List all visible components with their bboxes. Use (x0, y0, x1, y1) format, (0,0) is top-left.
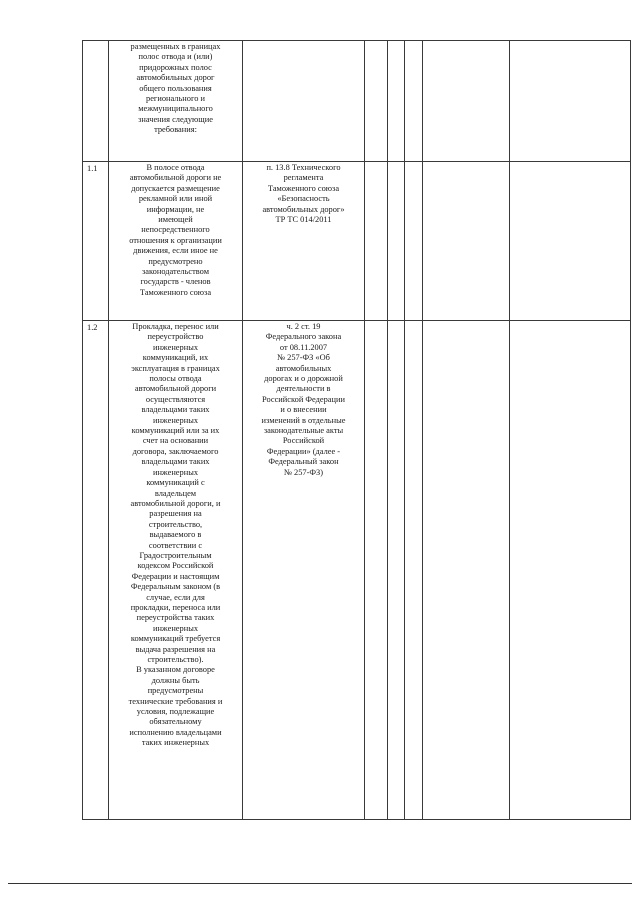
requirements-table (82, 40, 631, 820)
text-line: и о внесении (280, 405, 327, 415)
text-line: допускается размещение (131, 183, 220, 193)
text-line: инженерных (152, 467, 199, 477)
text-line: информации, не (146, 204, 205, 214)
text-line: коммуникаций с (146, 478, 205, 488)
empty-cell (365, 41, 388, 162)
table-row (83, 321, 631, 820)
empty-cell (510, 41, 631, 162)
text-line: п. 13.8 Технического (266, 163, 341, 172)
text-line: В полосе отвода (146, 163, 205, 172)
text-line: исполнению владельцами (129, 727, 222, 737)
empty-cell (388, 162, 405, 321)
text-line: случае, если для (146, 592, 205, 602)
empty-cell (423, 321, 510, 820)
legal-basis-cell (243, 41, 365, 162)
text-line: владельцами таких (141, 405, 210, 415)
text-line: инженерных (152, 415, 199, 425)
text-line: ТР ТС 014/2011 (275, 215, 332, 225)
text-line: соответствии с (148, 540, 203, 550)
text-line: «Безопасность (277, 194, 330, 204)
text-line: требования: (154, 125, 197, 135)
text-line: регламента (283, 173, 324, 183)
requirement-cell (109, 321, 243, 820)
text-line: государств - членов (140, 277, 211, 287)
row-number-cell: 1.1 (83, 162, 109, 321)
text-line: коммуникаций или за их (131, 426, 220, 436)
text-line: инженерных (152, 623, 199, 633)
text-line: предусмотрены (147, 686, 204, 696)
text-line: общего пользования (139, 83, 212, 93)
empty-cell (405, 321, 423, 820)
empty-cell (423, 41, 510, 162)
text-line: рекламной или иной (138, 194, 213, 204)
text-line: Таможенного союза (139, 287, 212, 297)
text-line: размещенных в границах (130, 42, 221, 51)
text-line: Российской (282, 436, 325, 446)
text-line: дорогах и о дорожной (264, 374, 343, 384)
text-line: придорожных полос (139, 62, 212, 72)
text-line: осуществляются (145, 394, 206, 404)
text-line: Федеральным законом (в (130, 582, 221, 592)
empty-cell (388, 321, 405, 820)
text-line: непосредственного (141, 225, 210, 235)
text-line: Градостроительным (139, 550, 212, 560)
empty-cell (510, 162, 631, 321)
text-line: автомобильной дороги, и (130, 498, 221, 508)
text-line: владельцем (154, 488, 197, 498)
empty-cell (365, 321, 388, 820)
text-line: инженерных (152, 342, 199, 352)
text-line: Таможенного союза (267, 183, 340, 193)
text-line: обязательному (149, 717, 202, 727)
text-line: Федерации и настоящим (131, 571, 220, 581)
text-line: законодательством (141, 267, 210, 277)
text-line: регионального и (146, 94, 205, 104)
text-line: таких инженерных (141, 738, 210, 748)
requirement-cell (109, 41, 243, 162)
row-number-cell (83, 41, 109, 162)
text-line: владельцами таких (141, 457, 210, 467)
text-line: автомобильных дорог» (262, 204, 345, 214)
text-line: разрешения на (149, 509, 202, 519)
text-line: имеющей (158, 215, 193, 225)
text-line: № 257-ФЗ «Об (277, 353, 330, 363)
text-line: кодексом Российской (137, 561, 214, 571)
text-line: выдача разрешения на (135, 644, 216, 654)
table-row (83, 41, 631, 162)
footer-rule (8, 883, 632, 884)
text-line: строительство). (147, 655, 204, 664)
text-line: коммуникаций, их (142, 353, 209, 363)
text-line: предусмотрено (148, 256, 203, 266)
text-line: изменений в отдельные (261, 415, 346, 425)
empty-cell (388, 41, 405, 162)
text-line: от 08.11.2007 (279, 342, 328, 352)
empty-cell (510, 321, 631, 820)
text-line: выдаваемого в (149, 530, 202, 540)
text-line: автомобильных (275, 363, 332, 373)
text-line: автомобильной дороги не (129, 173, 222, 183)
text-line: № 257-ФЗ) (283, 467, 324, 477)
row-number-cell: 1.2 (83, 321, 109, 820)
text-line: строительство, (148, 519, 203, 529)
text-line: Федеральный закон (268, 457, 339, 467)
text-line: автомобильных дорог (136, 73, 215, 83)
text-line: движения, если иное не (133, 246, 218, 256)
text-line: Прокладка, перенос или (132, 322, 219, 331)
text-line: В указанном договоре (136, 665, 215, 675)
text-line: полосы отвода (149, 374, 202, 384)
text-line: межмуниципального (138, 104, 213, 114)
legal-basis-cell (243, 321, 365, 820)
legal-basis-cell (243, 162, 365, 321)
text-line: отношения к организации (129, 235, 222, 245)
text-line: счет на основании (142, 436, 209, 446)
empty-cell (405, 41, 423, 162)
text-line: договора, заключаемого (132, 446, 219, 456)
text-line: законодательные акты (263, 426, 344, 436)
text-line: условия, подлежащие (136, 707, 215, 717)
requirement-cell (109, 162, 243, 321)
text-line: переустройство (147, 332, 204, 342)
text-line: деятельности в (276, 384, 331, 394)
text-line: прокладки, переноса или (130, 602, 221, 612)
text-line: Федерального закона (265, 332, 342, 342)
text-line: переустройства таких (136, 613, 215, 623)
text-line: Федерации» (далее - (266, 446, 341, 456)
empty-cell (405, 162, 423, 321)
text-line: автомобильной дороги (134, 384, 217, 394)
table-row (83, 162, 631, 321)
text-line: ч. 2 ст. 19 (286, 322, 321, 331)
text-line: значения следующие (138, 114, 213, 124)
empty-cell (423, 162, 510, 321)
text-line: эксплуатация в границах (131, 363, 220, 373)
text-line: технические требования и (128, 696, 223, 706)
text-line: коммуникаций требуется (130, 634, 221, 644)
text-line: полос отвода и (или) (138, 52, 213, 62)
text-line: Российской Федерации (262, 394, 345, 404)
text-line: должны быть (151, 675, 200, 685)
empty-cell (365, 162, 388, 321)
